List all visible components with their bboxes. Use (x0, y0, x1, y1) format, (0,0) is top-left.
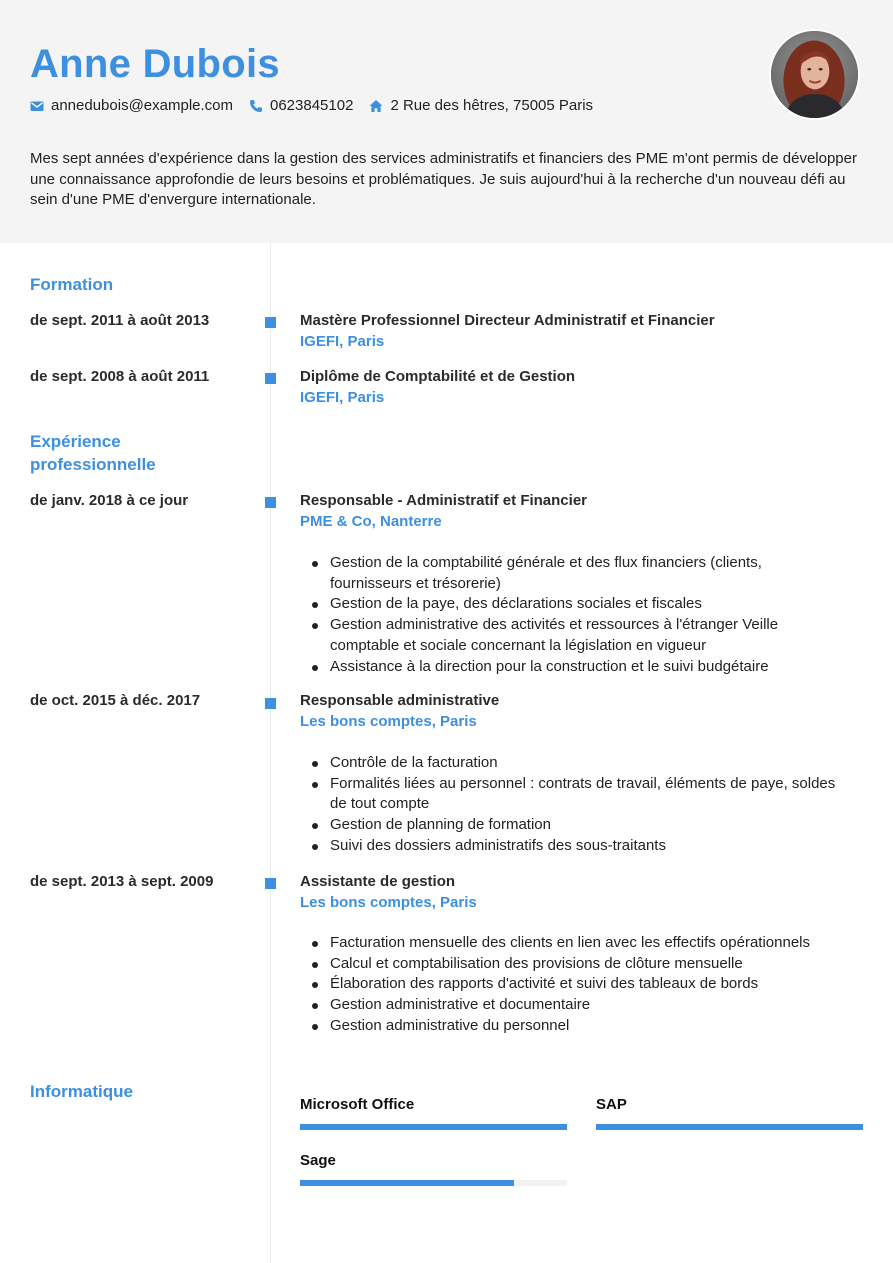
home-icon (369, 99, 383, 113)
timeline-marker (265, 698, 276, 709)
formation-title: Mastère Professionnel Directeur Administratif et Financier (300, 312, 715, 329)
skill-level-fill (596, 1124, 863, 1130)
section-title-informatique: Informatique (30, 1082, 133, 1101)
list-item: Formalités liées au personnel : contrats de travail, éléments de paye, soldes de tout compte (300, 774, 845, 815)
skill-name: Microsoft Office (300, 1096, 415, 1113)
list-item: Suivi des dossiers administratifs des sous-traitants (300, 836, 845, 857)
list-item: Gestion de la comptabilité générale et des flux financiers (clients, fournisseurs et trésorerie) (300, 553, 845, 594)
email-text: annedubois@example.com (51, 97, 233, 114)
timeline-divider (270, 243, 271, 1263)
skill-level-bar (300, 1124, 567, 1130)
formation-title: Diplôme de Comptabilité et de Gestion (300, 368, 576, 385)
skill-item (596, 1096, 863, 1130)
list-item: Contrôle de la facturation (300, 753, 845, 774)
list-item: Gestion de planning de formation (300, 815, 845, 836)
section-title-formation: Formation (30, 275, 114, 294)
list-item: Gestion administrative et documentaire (300, 995, 845, 1016)
list-item: Gestion de la paye, des déclarations sociales et fiscales (300, 594, 845, 615)
timeline-marker (265, 373, 276, 384)
timeline-marker (265, 878, 276, 889)
experience-title: Responsable administrative (300, 692, 500, 709)
timeline-marker (265, 497, 276, 508)
skill-level-bar (596, 1124, 863, 1130)
header (0, 0, 893, 243)
formation-school: IGEFI, Paris (300, 333, 385, 350)
phone-icon (249, 99, 263, 113)
experience-tasks (300, 753, 845, 857)
contact-info (30, 97, 609, 114)
portrait-image (771, 31, 858, 118)
experience-company: Les bons comptes, Paris (300, 894, 477, 911)
list-item: Assistance à la direction pour la construction et le suivi budgétaire (300, 657, 845, 678)
section-title-experience: Expérience professionnelle (30, 432, 156, 474)
skill-level-fill (300, 1124, 567, 1130)
experience-date: de janv. 2018 à ce jour (30, 492, 189, 509)
list-item: Gestion administrative des activités et ressources à l'étranger Veille comptable et sociale concernant la législation en vigueur (300, 615, 845, 656)
skill-level-bar (300, 1180, 567, 1186)
candidate-name: Anne Dubois (30, 42, 280, 86)
skill-level-fill (300, 1180, 514, 1186)
profile-summary: Mes sept années d'expérience dans la gestion des services administratifs et financiers des PME m'ont permis de développer une connaissance approfondie de leurs besoins et problématiques. Je suis aujourd'hui à la recherche d'un nouveau défi au sein d'une PME d'envergure internationale. (30, 150, 857, 209)
address-text: 2 Rue des hêtres, 75005 Paris (390, 97, 594, 114)
profile-photo (769, 29, 860, 120)
experience-tasks (300, 553, 845, 677)
contact-phone[interactable] (249, 97, 353, 114)
contact-address (369, 97, 593, 114)
skill-item (300, 1152, 567, 1186)
skill-name: Sage (300, 1152, 336, 1169)
experience-company: PME & Co, Nanterre (300, 513, 442, 530)
list-item: Élaboration des rapports d'activité et suivi des tableaux de bords (300, 974, 845, 995)
formation-date: de sept. 2011 à août 2013 (30, 312, 210, 329)
contact-email[interactable] (30, 97, 233, 114)
list-item: Gestion administrative du personnel (300, 1016, 845, 1037)
formation-school: IGEFI, Paris (300, 389, 385, 406)
envelope-icon (30, 99, 44, 113)
experience-tasks (300, 933, 845, 1037)
experience-date: de sept. 2013 à sept. 2009 (30, 873, 214, 890)
experience-title: Assistante de gestion (300, 873, 456, 890)
skill-name: SAP (596, 1096, 627, 1113)
list-item: Facturation mensuelle des clients en lien avec les effectifs opérationnels (300, 933, 845, 954)
experience-title: Responsable - Administratif et Financier (300, 492, 587, 509)
experience-date: de oct. 2015 à déc. 2017 (30, 692, 201, 709)
formation-date: de sept. 2008 à août 2011 (30, 368, 210, 385)
experience-company: Les bons comptes, Paris (300, 713, 477, 730)
timeline-marker (265, 317, 276, 328)
list-item: Calcul et comptabilisation des provisions de clôture mensuelle (300, 954, 845, 975)
phone-text: 0623845102 (270, 97, 354, 114)
skill-item (300, 1096, 567, 1130)
